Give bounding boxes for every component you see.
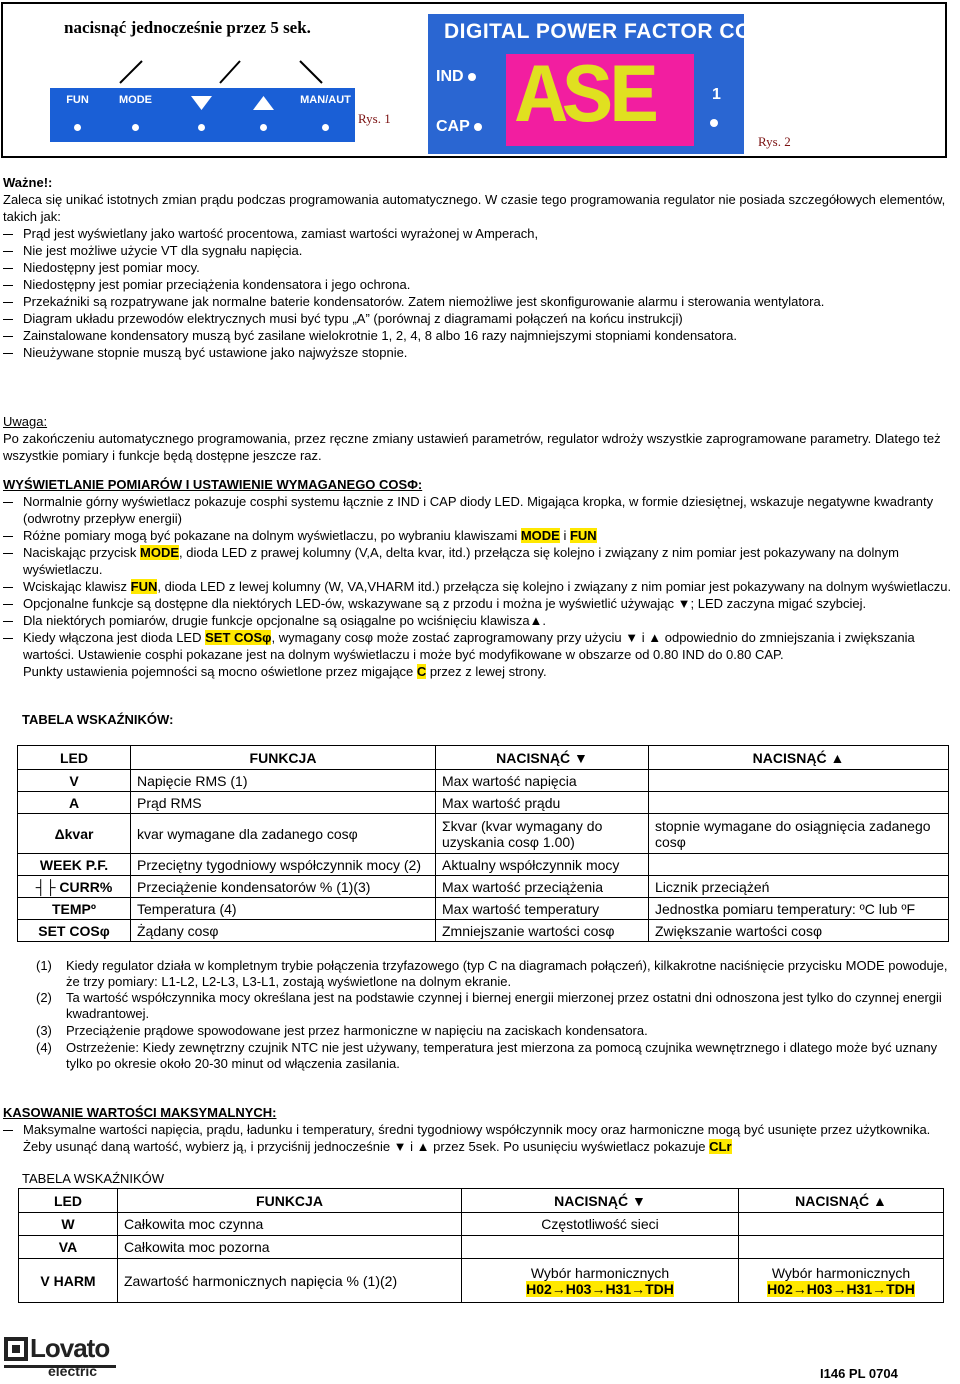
figure-caption-2: Rys. 2 [758, 134, 791, 149]
down-cell: Wybór harmonicznych H02→H03→H31→TDH [462, 1259, 739, 1303]
down-key[interactable] [174, 88, 229, 142]
display-section [3, 476, 958, 680]
col-header: FUNKCJA [131, 746, 436, 770]
logo-text: Lovato [30, 1333, 110, 1363]
indicator-table-2 [18, 1188, 944, 1303]
up-cell [649, 792, 949, 814]
note-section [3, 413, 958, 464]
list-item: Różne pomiary mogą być pokazane na dolnym wyświetlaczu, po wybraniu klawiszami MODE i FUN [3, 527, 958, 544]
col-header: NACISNĄĆ ▲ [739, 1189, 944, 1213]
function-cell: Zawartość harmonicznych napięcia % (1)(2) [118, 1259, 462, 1303]
up-cell: Licznik przeciążeń [649, 876, 949, 898]
side-led-icon [710, 114, 718, 132]
footnote: (4) Ostrzeżenie: Kiedy zewnętrzny czujnik NTC nie jest używany, temperatura jest mierzona za pomocą czujnika wewnętrznego i dlatego może być uznany tylko po okresie około 20-30 minut od włączenia zasilania. [36, 1040, 938, 1071]
footnote: (1) Kiedy regulator działa w kompletnym trybie połączenia trzyfazowego (typ C na diagramach połączeń), kilkakrotne naciśnięcie przycisku MODE powoduje, że trzy pomiary: L1-L2, L2-L3, L3-L1, zostają wyświetlone na dolnym ekranie. [36, 958, 948, 989]
function-cell: Prąd RMS [131, 792, 436, 814]
list-item: Normalnie górny wyświetlacz pokazuje cosphi systemu łącznie z IND i CAP diody LED. Migająca kropka, w formie dziesiętnej, wskazuje negatywne kwadranty (odwrotny przepływ energii) [3, 493, 958, 527]
table1-title: TABELA WSKAŹNIKÓW: [22, 712, 174, 727]
lovato-logo [4, 1335, 116, 1379]
led-cell: A [18, 792, 131, 814]
down-cell: Σkvar (kvar wymagany do uzyskania cosφ 1.00) [436, 814, 649, 854]
col-header: NACISNĄĆ ▼ [436, 746, 649, 770]
list-item: Kiedy włączona jest dioda LED SET COSφ, wymagany cosφ może zostać zaprogramowany przy użyciu ▼ i ▲ odpowiednio do zmniejszania i zwiększania wartości. Ustawienie cosphi pokazane jest na dolnym wyświetlaczu i może być modyfikowane w obszarze od 0.80 IND do 0.80 CAP. [3, 629, 958, 663]
table-row [18, 898, 949, 920]
led-cell: WEEK P.F. [18, 854, 131, 876]
down-cell: Max wartość przeciążenia [436, 876, 649, 898]
down-cell: Max wartość temperatury [436, 898, 649, 920]
list-item: Przekaźniki są rozpatrywane jak normalne baterie kondensatorów. Zatem niemożliwe jest skonfigurowanie alarmu i sterowania wentylatora. [3, 293, 958, 310]
down-cell: Zmniejszanie wartości cosφ [436, 920, 649, 942]
man-aut-key[interactable]: MAN/AUT [298, 88, 353, 142]
press-instruction: nacisnąć jednocześnie przez 5 sek. [64, 18, 311, 37]
led-cell: VA [19, 1236, 118, 1259]
max-section [3, 1104, 958, 1155]
important-section [3, 174, 958, 361]
up-cell [739, 1213, 944, 1236]
important-intro: Zaleca się unikać istotnych zmian prądu podczas programowania automatycznego. W czasie tego programowania regulator nie posiada szczegółowych elementów, takich jak: [3, 192, 946, 224]
led-cell: V HARM [19, 1259, 118, 1303]
section-title: KASOWANIE WARTOŚCI MAKSYMALNYCH: [3, 1105, 277, 1120]
down-cell: Max wartość prądu [436, 792, 649, 814]
up-cell [739, 1236, 944, 1259]
cap-indicator: CAP [436, 118, 482, 136]
section-title: WYŚWIETLANIE POMIARÓW I USTAWIENIE WYMAGANEGO COSΦ: [3, 477, 423, 492]
list-item: Niedostępny jest pomiar przeciążenia kondensatora i jego ochrona. [3, 276, 958, 293]
table-row [18, 814, 949, 854]
paragraph: Punkty ustawienia pojemności są mocno oświetlone przez migające C przez z lewej strony. [23, 664, 547, 679]
led-cell: SET COSφ [18, 920, 131, 942]
up-cell: Jednostka pomiaru temperatury: ºC lub ºF [649, 898, 949, 920]
col-header: FUNKCJA [118, 1189, 462, 1213]
function-cell: Żądany cosφ [131, 920, 436, 942]
col-header: LED [18, 746, 131, 770]
important-title: Ważne!: [3, 175, 53, 190]
list-item: Niedostępny jest pomiar mocy. [3, 259, 958, 276]
display-digits: ASE [516, 52, 656, 147]
table-row [19, 1259, 944, 1303]
list-item: Nieużywane stopnie muszą być ustawione jako najwyższe stopnie. [3, 344, 958, 361]
list-item: Zainstalowane kondensatory muszą być zasilane wielokrotnie 1, 2, 4, 8 albo 16 razy najmniejszymi stopniami kondensatora. [3, 327, 958, 344]
note-title: Uwaga: [3, 414, 48, 429]
mode-key[interactable]: MODE [108, 88, 163, 142]
up-cell [649, 770, 949, 792]
function-cell: Całkowita moc czynna [118, 1213, 462, 1236]
table-row [18, 854, 949, 876]
table-row [18, 792, 949, 814]
table-header [18, 746, 949, 770]
up-cell: stopnie wymagane do osiągnięcia zadanego cosφ [649, 814, 949, 854]
table-header [19, 1189, 944, 1213]
fun-key[interactable]: FUN [50, 88, 105, 142]
led-cell: TEMPº [18, 898, 131, 920]
led-cell: ┤├ CURR% [18, 876, 131, 898]
function-cell: Napięcie RMS (1) [131, 770, 436, 792]
list-item: Dla niektórych pomiarów, drugie funkcje opcjonalne są osiągalne po wciśnięciu klawisza▲. [3, 612, 958, 629]
col-header: LED [19, 1189, 118, 1213]
display-screen [506, 54, 694, 146]
list-item: Opcjonalne funkcje są dostępne dla niektórych LED-ów, wskazywane są z przodu i można je wyświetlić używając ▼; LED zaczyna migać szybciej. [3, 595, 958, 612]
display-title: DIGITAL POWER FACTOR CONTR [444, 20, 797, 43]
footnote: (2) Ta wartość współczynnika mocy określana jest na podstawie czynnej i biernej energii mierzonej przez ostatni dni odnoszona jest tylko do czynnej energii kwadrantowej. [36, 990, 942, 1021]
list-item: Prąd jest wyświetlany jako wartość procentowa, zamiast wartości wyrażonej w Amperach, [3, 225, 958, 242]
function-cell: kvar wymagane dla zadanego cosφ [131, 814, 436, 854]
down-cell: Aktualny współczynnik mocy [436, 854, 649, 876]
led-cell: Δkvar [18, 814, 131, 854]
list-item: Nie jest możliwe użycie VT dla sygnału napięcia. [3, 242, 958, 259]
footnote: (3) Przeciążenie prądowe spowodowane jest przez harmoniczne w napięciu na zaciskach kondensatora. [36, 1023, 648, 1038]
table-row [18, 920, 949, 942]
up-key[interactable] [236, 88, 291, 142]
note-text: Po zakończeniu automatycznego programowania, przez ręczne zmiany ustawień parametrów, regulator wdroży wszystkie zaprogramowane parametry. Dlatego też wszystkie pomiary i funkcje będą dostępne jeszcze raz. [3, 431, 941, 463]
down-cell: Max wartość napięcia [436, 770, 649, 792]
up-cell: Wybór harmonicznych H02→H03→H31→TDH [739, 1259, 944, 1303]
list-item: Naciskając przycisk MODE, dioda LED z prawej kolumny (V,A, delta kvar, itd.) przełącza się kolejno i związany z nim pomiar jest pokazywany na dolnym wyświetlaczu. [3, 544, 958, 578]
col-header: NACISNĄĆ ▲ [649, 746, 949, 770]
up-cell [649, 854, 949, 876]
table-row [18, 876, 949, 898]
function-cell: Temperatura (4) [131, 898, 436, 920]
list-item: Maksymalne wartości napięcia, prądu, ładunku i temperatury, średni tygodniowy współczynnik mocy oraz harmoniczne mogą być usunięte przez użytkownika. Żeby usunąć daną wartość, wybierz ją, i przyciśnij jednocześnie ▼ i ▲ przez 5sek. Po usunięciu wyświetlacz pokazuje CLr [3, 1121, 958, 1155]
arrow-down-icon [174, 92, 229, 116]
figure-caption-1: Rys. 1 [358, 111, 391, 126]
function-cell: Całkowita moc pozorna [118, 1236, 462, 1259]
logo-subtext: electric [48, 1363, 98, 1379]
function-cell: Przeciążenie kondensatorów % (1)(3) [131, 876, 436, 898]
down-cell [462, 1236, 739, 1259]
table-row [19, 1236, 944, 1259]
table-row [18, 770, 949, 792]
table-row [19, 1213, 944, 1236]
indicator-table [17, 745, 949, 942]
arrow-up-icon [236, 92, 291, 116]
led-cell: W [19, 1213, 118, 1236]
side-number: 1 [712, 86, 721, 103]
function-cell: Przeciętny tygodniowy współczynnik mocy (2) [131, 854, 436, 876]
up-cell: Zwiększanie wartości cosφ [649, 920, 949, 942]
col-header: NACISNĄĆ ▼ [462, 1189, 739, 1213]
list-item: Wciskając klawisz FUN, dioda LED z lewej kolumny (W, VA,VHARM itd.) przełącza się kolejno i związany z nim pomiar jest pokazywany na dolnym wyświetlaczu. [3, 578, 958, 595]
led-cell: V [18, 770, 131, 792]
down-cell: Częstotliwość sieci [462, 1213, 739, 1236]
document-code: I146 PL 0704 [820, 1366, 898, 1381]
list-item: Diagram układu przewodów elektrycznych musi być typu „A” (porównaj z diagramami połączeń na końcu instrukcji) [3, 310, 958, 327]
keypad [50, 88, 355, 142]
table2-title: TABELA WSKAŹNIKÓW [22, 1171, 165, 1186]
ind-indicator: IND [436, 68, 476, 86]
